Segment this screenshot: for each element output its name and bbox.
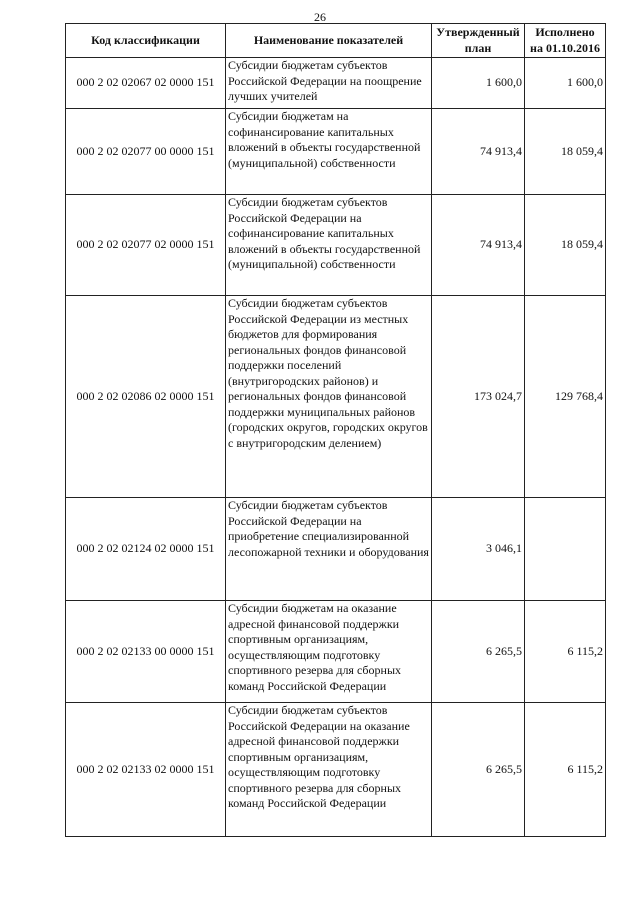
header-code: Код классификации bbox=[66, 24, 226, 58]
table-row bbox=[66, 109, 606, 195]
table-row bbox=[66, 601, 606, 703]
row-name: Субсидии бюджетам субъектов Российской Федерации из местных бюджетов для формирования региональных фондов финансовой поддержки поселений (внутригородских районов) и региональных фондов финансовой поддержки муниципальных районов (городских округов, городских округов с внутригородским делением) bbox=[226, 296, 432, 498]
row-name: Субсидии бюджетам субъектов Российской Федерации на приобретение специализированной лесопожарной техники и оборудования bbox=[226, 498, 432, 601]
table-row bbox=[66, 498, 606, 601]
table-header-row bbox=[66, 24, 606, 58]
row-code: 000 2 02 02086 02 0000 151 bbox=[66, 296, 226, 498]
row-done: 18 059,4 bbox=[525, 109, 606, 195]
row-done: 1 600,0 bbox=[525, 58, 606, 109]
row-plan: 173 024,7 bbox=[432, 296, 525, 498]
row-plan: 74 913,4 bbox=[432, 195, 525, 296]
table-row bbox=[66, 58, 606, 109]
row-code: 000 2 02 02067 02 0000 151 bbox=[66, 58, 226, 109]
row-plan: 3 046,1 bbox=[432, 498, 525, 601]
row-done bbox=[525, 498, 606, 601]
row-plan: 6 265,5 bbox=[432, 601, 525, 703]
row-plan: 1 600,0 bbox=[432, 58, 525, 109]
table-row bbox=[66, 296, 606, 498]
row-code: 000 2 02 02077 02 0000 151 bbox=[66, 195, 226, 296]
row-code: 000 2 02 02077 00 0000 151 bbox=[66, 109, 226, 195]
header-plan-line2: план bbox=[464, 40, 492, 55]
row-name: Субсидии бюджетам субъектов Российской Федерации на оказание адресной финансовой поддержки спортивным организациям, осуществляющим подготовку спортивного резерва для сборных команд Российской Федерации bbox=[226, 703, 432, 837]
row-code: 000 2 02 02124 02 0000 151 bbox=[66, 498, 226, 601]
header-name: Наименование показателей bbox=[226, 24, 432, 58]
row-done: 18 059,4 bbox=[525, 195, 606, 296]
row-plan: 6 265,5 bbox=[432, 703, 525, 837]
row-name: Субсидии бюджетам на софинансирование капитальных вложений в объекты государственной (муниципальной) собственности bbox=[226, 109, 432, 195]
row-name: Субсидии бюджетам субъектов Российской Федерации на поощрение лучших учителей bbox=[226, 58, 432, 109]
row-plan: 74 913,4 bbox=[432, 109, 525, 195]
header-plan-line1: Утвержденный bbox=[436, 25, 520, 39]
row-done: 129 768,4 bbox=[525, 296, 606, 498]
row-name: Субсидии бюджетам на оказание адресной финансовой поддержки спортивным организациям, осуществляющим подготовку спортивного резерва для сборных команд Российской Федерации bbox=[226, 601, 432, 703]
table-row bbox=[66, 703, 606, 837]
budget-table bbox=[65, 23, 606, 837]
row-done: 6 115,2 bbox=[525, 703, 606, 837]
header-done-line1: Исполнено bbox=[535, 25, 595, 39]
header-approved-plan bbox=[432, 24, 525, 58]
row-code: 000 2 02 02133 00 0000 151 bbox=[66, 601, 226, 703]
row-code: 000 2 02 02133 02 0000 151 bbox=[66, 703, 226, 837]
table-row bbox=[66, 195, 606, 296]
header-executed bbox=[525, 24, 606, 58]
header-done-line2: на 01.10.2016 bbox=[530, 40, 600, 55]
page-number: 26 bbox=[314, 10, 326, 24]
row-name: Субсидии бюджетам субъектов Российской Федерации на софинансирование капитальных вложений в объекты государственной (муниципальной) собственности bbox=[226, 195, 432, 296]
row-done: 6 115,2 bbox=[525, 601, 606, 703]
